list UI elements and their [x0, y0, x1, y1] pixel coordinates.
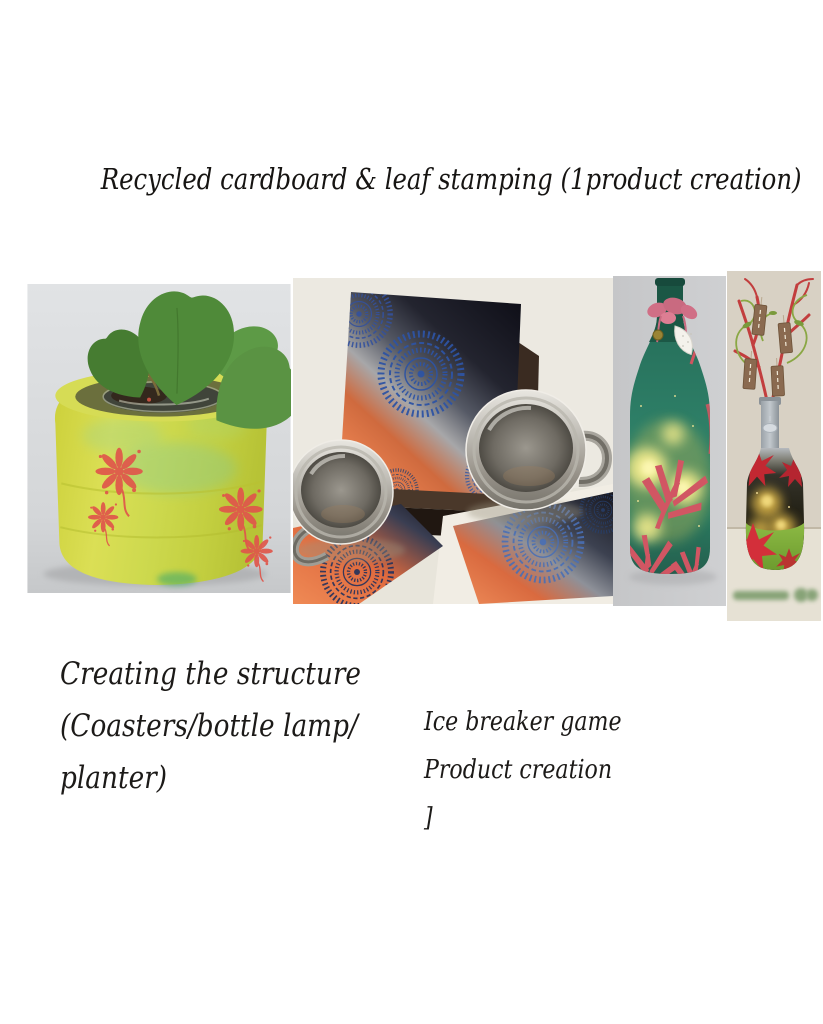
caption-activities-line-2: Product creation [424, 755, 613, 785]
caption-structure [60, 648, 414, 804]
coasters-illustration [293, 278, 613, 604]
photo-branch-bottle [727, 271, 821, 621]
photo-bottle-lamp [613, 276, 726, 606]
photo-planter [27, 284, 291, 593]
page-title [0, 160, 823, 198]
branch-bottle-illustration [727, 271, 821, 621]
page-title-text: Recycled cardboard & leaf stamping (1product creation) [100, 162, 802, 196]
caption-activities-line-1: Ice breaker game [424, 707, 622, 737]
caption-activities [424, 698, 656, 842]
caption-activities-line-3: ] [424, 803, 433, 833]
bottle-lamp-illustration [613, 276, 726, 606]
photo-coasters [293, 278, 613, 604]
planter-illustration [27, 284, 291, 593]
caption-structure-line-2: (Coasters/bottle lamp/ [60, 708, 358, 744]
caption-structure-line-3: planter) [60, 760, 168, 796]
caption-structure-line-1: Creating the structure [60, 656, 362, 692]
